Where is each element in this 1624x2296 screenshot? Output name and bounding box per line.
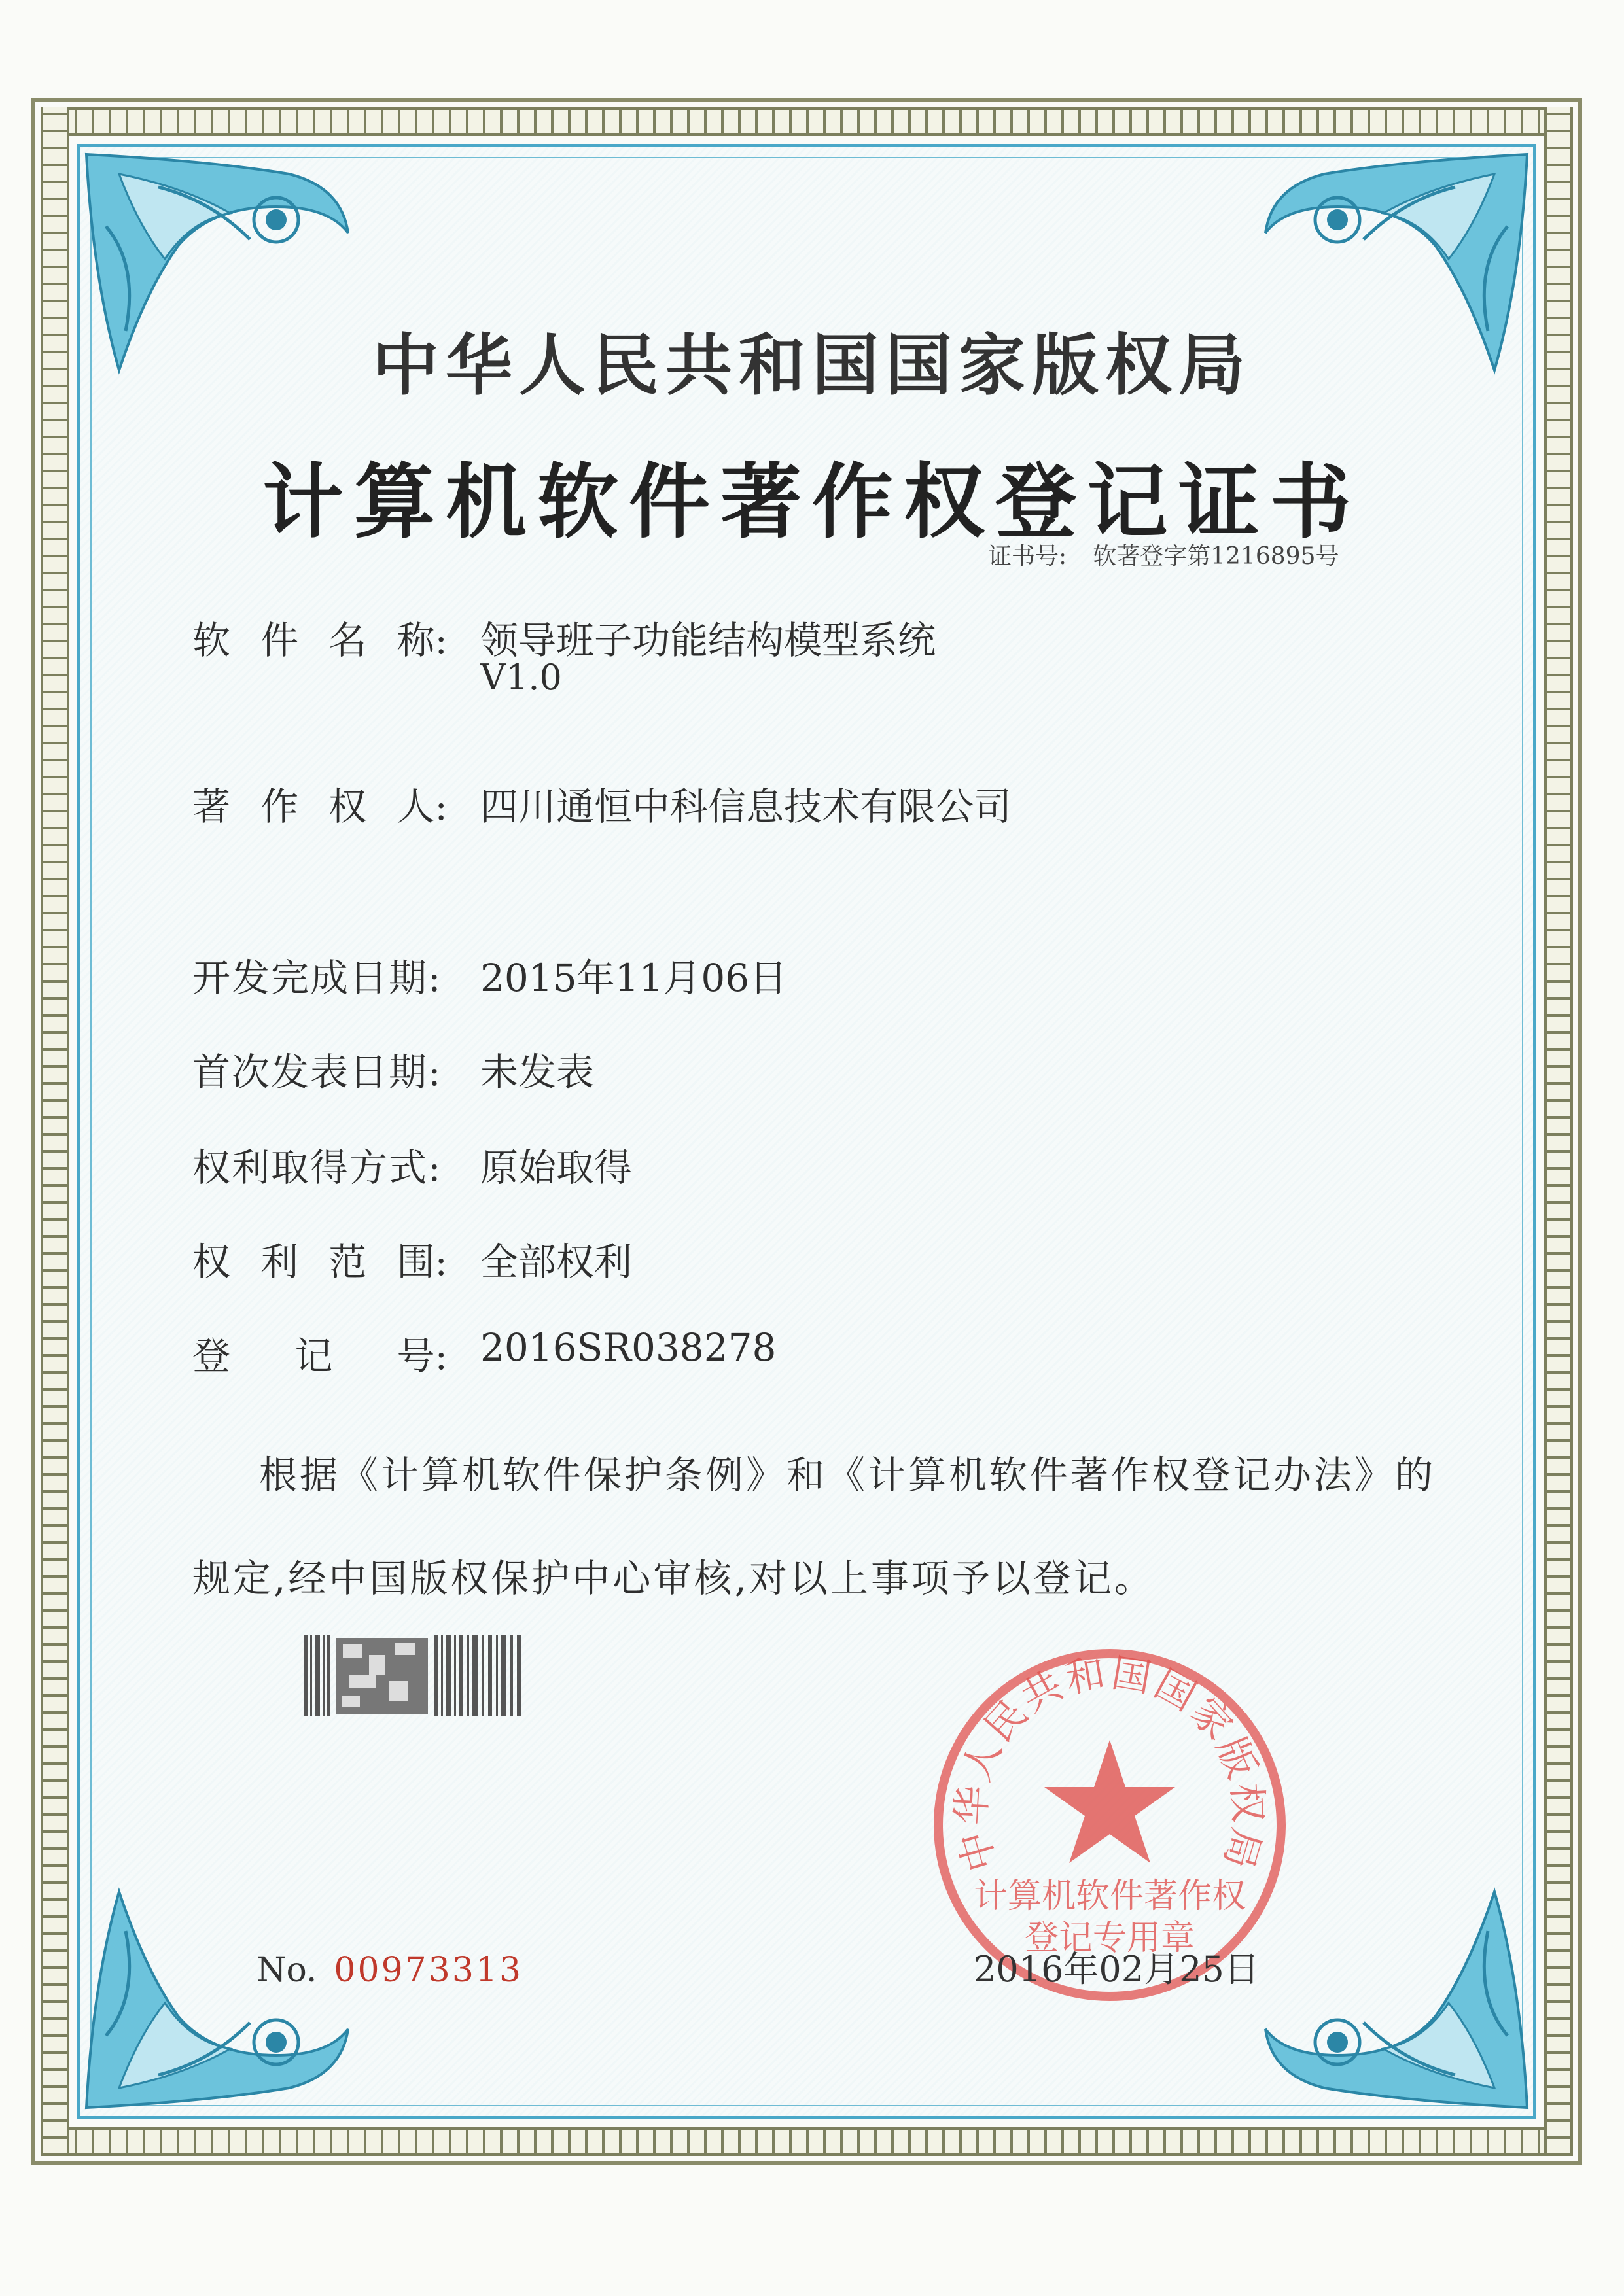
serial-label: No. (256, 1951, 317, 1990)
field-registration-number (192, 1325, 776, 1380)
certificate-number (988, 538, 1339, 571)
rights-method-value: 原始取得 (480, 1145, 633, 1190)
field-rights-scope (192, 1231, 632, 1286)
statement-line-2: 规定,经中国版权保护中心审核,对以上事项予以登记。 (192, 1556, 1155, 1601)
certificate-number-value: 软著登字第1216895号 (1093, 543, 1339, 570)
publish-date-label: 首次发表日期: (192, 1050, 442, 1094)
fret-border-right (1544, 107, 1573, 2156)
issue-date: 2016年02月25日 (974, 1949, 1260, 1990)
dev-date-label: 开发完成日期: (192, 956, 442, 1000)
fret-border-top (41, 107, 1573, 136)
certificate-title: 计算机软件著作权登记证书 (262, 455, 1362, 549)
software-name-label: 软 件 名 称: (192, 618, 448, 663)
issuing-authority: 中华人民共和国国家版权局 (372, 326, 1252, 405)
certificate-number-label: 证书号: (988, 543, 1067, 570)
seal-inner-line-2: 登记专用章 (1024, 1919, 1195, 1958)
field-rights-method (192, 1137, 632, 1192)
fret-border-left (41, 107, 69, 2156)
field-owner (192, 776, 1012, 831)
rights-scope-value: 全部权利 (480, 1240, 633, 1284)
field-publish-date (192, 1041, 594, 1096)
seal-inner-line-1: 计算机软件著作权 (973, 1877, 1246, 1916)
registration-number-value: 2016SR038278 (480, 1325, 777, 1370)
corner-ornament-bottom-left (80, 1879, 355, 2114)
rights-scope-label: 权 利 范 围: (192, 1240, 448, 1284)
registration-number-label: 登 记 号: (192, 1334, 448, 1378)
serial-value: 00973313 (334, 1951, 523, 1990)
field-software-name (192, 610, 936, 665)
owner-value: 四川通恒中科信息技术有限公司 (480, 784, 1012, 829)
software-version: V1.0 (480, 657, 562, 698)
owner-label: 著 作 权 人: (192, 784, 448, 829)
barcode (304, 1635, 526, 1716)
publish-date-value: 未发表 (480, 1050, 595, 1094)
dev-date-value: 2015年11月06日 (480, 956, 788, 1000)
software-name-value: 领导班子功能结构模型系统 (480, 618, 936, 663)
serial-number (256, 1951, 523, 1990)
field-dev-date (192, 947, 787, 1002)
rights-method-label: 权利取得方式: (192, 1145, 442, 1190)
fret-border-bottom (41, 2127, 1573, 2156)
seal-outer-text: 中华人民共和国国家版权局 (948, 1650, 1271, 1877)
barcode-graphic (304, 1635, 526, 1716)
statement-line-1: 根据《计算机软件保护条例》和《计算机软件著作权登记办法》的 (259, 1453, 1436, 1497)
corner-ornament-bottom-right (1259, 1879, 1534, 2114)
seal-star-icon (1044, 1740, 1175, 1863)
